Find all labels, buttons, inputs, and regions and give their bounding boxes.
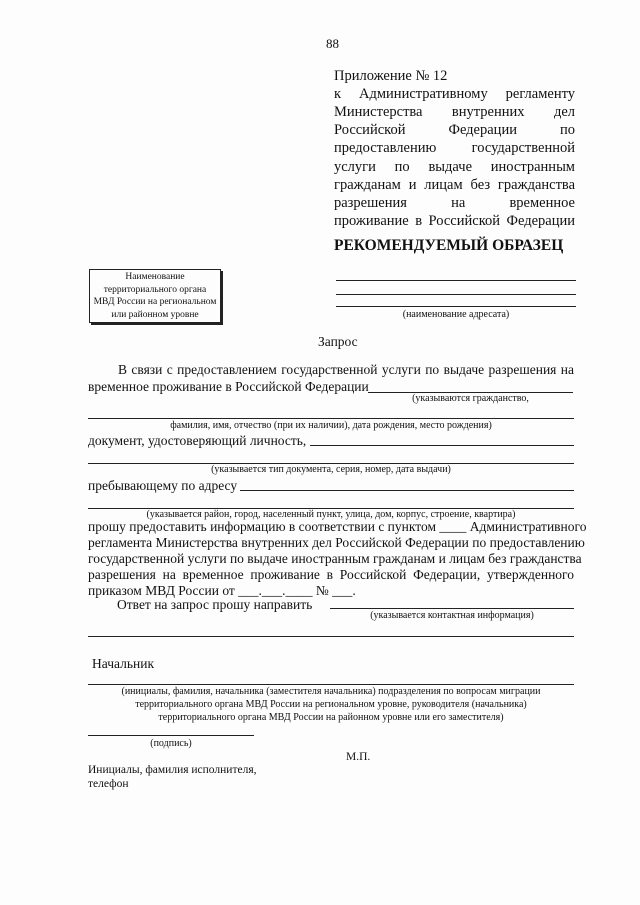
para1-line2: временное проживание в Российской Федерации: [88, 379, 369, 394]
appendix-line: Российской Федерации по: [334, 122, 575, 138]
chief-label: Начальник: [92, 656, 155, 671]
para2-line: прошу предоставить информацию в соответствии с пунктом ____ Административного: [88, 519, 587, 534]
chief-caption-line: (инициалы, фамилия, начальника (заместителя начальника) подразделения по вопросам миграции: [121, 686, 541, 697]
appendix-line: к Административному регламенту: [334, 86, 575, 102]
para2-line: разрешения на временное проживание в Российской Федерации, утвержденного: [88, 567, 574, 582]
contact-line-2: [88, 636, 574, 637]
executor-line: телефон: [88, 778, 129, 790]
addressee-line-3: [336, 306, 576, 307]
page-number: 88: [326, 36, 339, 51]
org-box-line: или районном уровне: [111, 309, 199, 320]
id-doc-label: документ, удостоверяющий личность,: [88, 433, 307, 448]
id-doc-line: [310, 445, 574, 446]
request-title: Запрос: [318, 334, 358, 349]
appendix-line: разрешения на временное: [334, 195, 575, 211]
appendix-line: услуги по выдаче иностранным: [334, 159, 575, 175]
name-caption: фамилия, имя, отчество (при их наличии), дата рождения, место рождения): [170, 420, 492, 431]
appendix-line: Министерства внутренних дел: [334, 104, 575, 120]
chief-caption-line: территориального органа МВД России на районном уровне или его заместителя): [158, 712, 504, 723]
org-name-box: [89, 269, 221, 323]
appendix-line: проживание в Российской Федерации: [334, 213, 575, 229]
sample-heading: РЕКОМЕНДУЕМЫЙ ОБРАЗЕЦ: [334, 237, 564, 254]
name-line: [88, 418, 574, 419]
chief-caption-line: территориального органа МВД России на региональном уровне, руководителя (начальника): [135, 699, 527, 710]
addressee-line-1: [336, 280, 576, 281]
addressee-line-2: [336, 294, 576, 295]
org-box-line: МВД России на региональном: [93, 297, 217, 307]
contact-caption: (указывается контактная информация): [370, 610, 534, 621]
appendix-line: гражданам и лицам без гражданства: [334, 177, 575, 193]
appendix-title: Приложение № 12: [334, 68, 448, 84]
stamp-label: М.П.: [346, 751, 371, 763]
address-line: [240, 490, 574, 491]
executor-line: Инициалы, фамилия исполнителя,: [88, 764, 257, 776]
org-box-line: территориального органа: [103, 284, 207, 295]
contact-line: [330, 608, 574, 609]
chief-line: [88, 684, 574, 685]
citizenship-caption: (указываются гражданство,: [412, 393, 529, 404]
para2-line: государственной услуги по выдаче иностранным гражданам и лицам без гражданства: [88, 551, 582, 566]
para2-last: приказом МВД России от ___.___.____ № ___.: [88, 583, 356, 598]
para1-line1: В связи с предоставлением государственной услуги по выдаче разрешения на: [118, 362, 574, 377]
signature-caption: (подпись): [150, 738, 192, 749]
addressee-caption: (наименование адресата): [402, 309, 510, 320]
signature-line: [88, 735, 254, 736]
org-box-line: Наименование: [125, 272, 185, 282]
para2-line: регламента Министерства внутренних дел Российской Федерации по предоставлению: [88, 535, 585, 550]
appendix-line: предоставлению государственной: [334, 140, 575, 156]
reply-label: Ответ на запрос прошу направить: [117, 597, 313, 612]
address-caption: (указывается район, город, населенный пункт, улица, дом, корпус, строение, квартира): [146, 509, 516, 520]
id-doc-caption: (указывается тип документа, серия, номер, дата выдачи): [211, 464, 451, 475]
address-label: пребывающему по адресу: [88, 478, 238, 493]
